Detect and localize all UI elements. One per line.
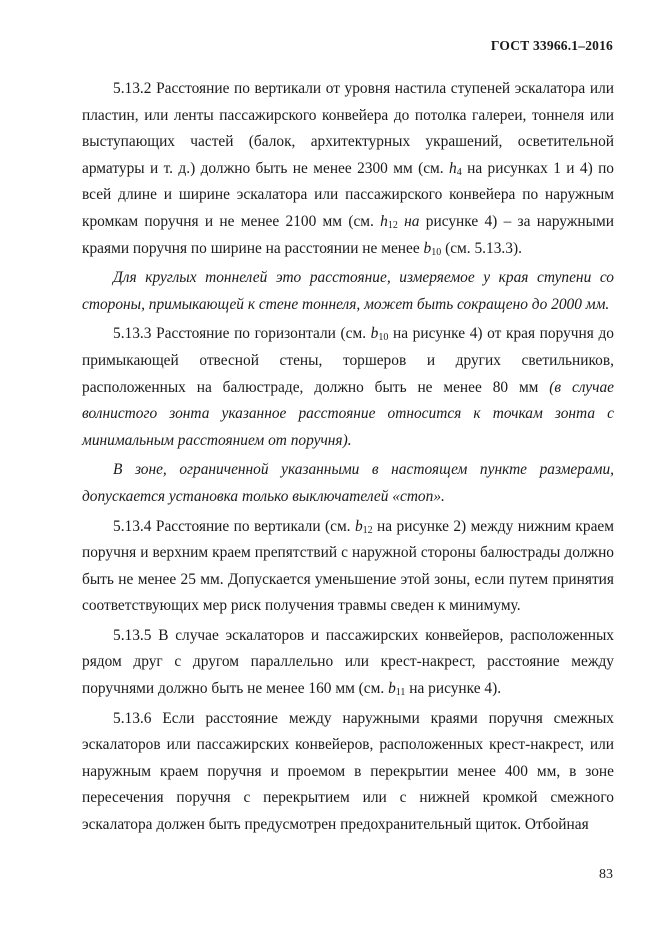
para-text-italic: (в случае волнистого зонта указанное расстояние относится к точкам зонта с минимальным расстоянием от поручня).: [82, 378, 614, 449]
paragraph-5-13-2: [82, 76, 614, 262]
symbol-h: h: [380, 212, 388, 230]
para-text: на рисунке 2) между нижним краем поручня и верхним краем препятствий с наружной стороны балюстрады должно быть не менее 25 мм. Допускается уменьшение этой зоны, если путем принятия соответствующих мер риск получения травмы сведен к минимуму.: [82, 517, 615, 615]
para-text: рисунке 4) – за наружными краями поручня по ширине на расстоянии не менее: [82, 212, 614, 257]
paragraph-5-13-5: [82, 623, 614, 703]
para-text: (см. 5.13.3).: [441, 239, 522, 257]
subscript: 12: [387, 219, 398, 231]
paragraph-note-stop-switches: В зоне, ограниченной указанными в настоящем пункте размерами, допускается установка только выключателей «стоп».: [82, 461, 614, 505]
paragraph-5-13-4: [82, 514, 614, 620]
para-text-italic: на: [397, 212, 420, 230]
paragraph-5-13-3: [82, 321, 614, 454]
subscript: 11: [395, 687, 406, 699]
document-body: [82, 76, 614, 842]
symbol-b: b: [370, 325, 379, 343]
paragraph-note-tunnels: Для круглых тоннелей это расстояние, измеряемое у края ступени со стороны, примыкающей к стене тоннеля, может быть сокращено до 2000 мм.: [82, 269, 614, 313]
document-header: ГОСТ 33966.1–2016: [490, 38, 613, 53]
page-number: 83: [599, 867, 613, 882]
symbol-b: b: [388, 680, 396, 698]
subscript: 10: [378, 332, 389, 344]
para-text: на рисунке 4).: [405, 680, 502, 698]
para-text: 5.13.5 В случае эскалаторов и пассажирских конвейеров, расположенных рядом друг с другом параллельно или крест-накрест, расстояние между поручнями должно быть не менее 160 мм (см.: [82, 626, 614, 698]
paragraph-5-13-6: 5.13.6 Если расстояние между наружными краями поручня смежных эскалаторов или пассажирских конвейеров, расположенных крест-накрест, или наружным краем поручня и проемом в перекрытии менее 400 мм, в зоне пересечения поручня с перекрытием или с нижней кромкой смежного эскалатора должен быть предусмотрен предохранительный щиток. Отбойная: [82, 709, 614, 834]
para-text: на рисунках 1 и 4) по всей длине и ширине эскалатора или пассажирского конвейера по наружным кромкам поручня и не менее 2100 мм (см.: [82, 159, 614, 230]
symbol-h: h: [449, 159, 457, 177]
subscript: 4: [456, 166, 462, 178]
subscript: 12: [362, 524, 373, 536]
para-text: 5.13.4 Расстояние по вертикали (см.: [113, 517, 355, 535]
symbol-b: b: [354, 517, 363, 535]
subscript: 10: [431, 246, 442, 258]
symbol-b: b: [423, 239, 432, 257]
para-text: 5.13.3 Расстояние по горизонтали (см.: [113, 325, 371, 343]
para-text: на рисунке 4) от края поручня до примыкающей отвесной стены, торшеров и других светильников, расположенных на балюстраде, должно быть не менее 80 мм: [82, 325, 614, 396]
para-text: 5.13.2 Расстояние по вертикали от уровня настила ступеней эскалатора или пластин, или ленты пассажирского конвейера до потолка галереи, тоннеля или выступающих частей (балок, архитектурных украшений, осветительной арматуры и т. д.) должно быть не менее 2300 мм (см.: [82, 80, 614, 177]
